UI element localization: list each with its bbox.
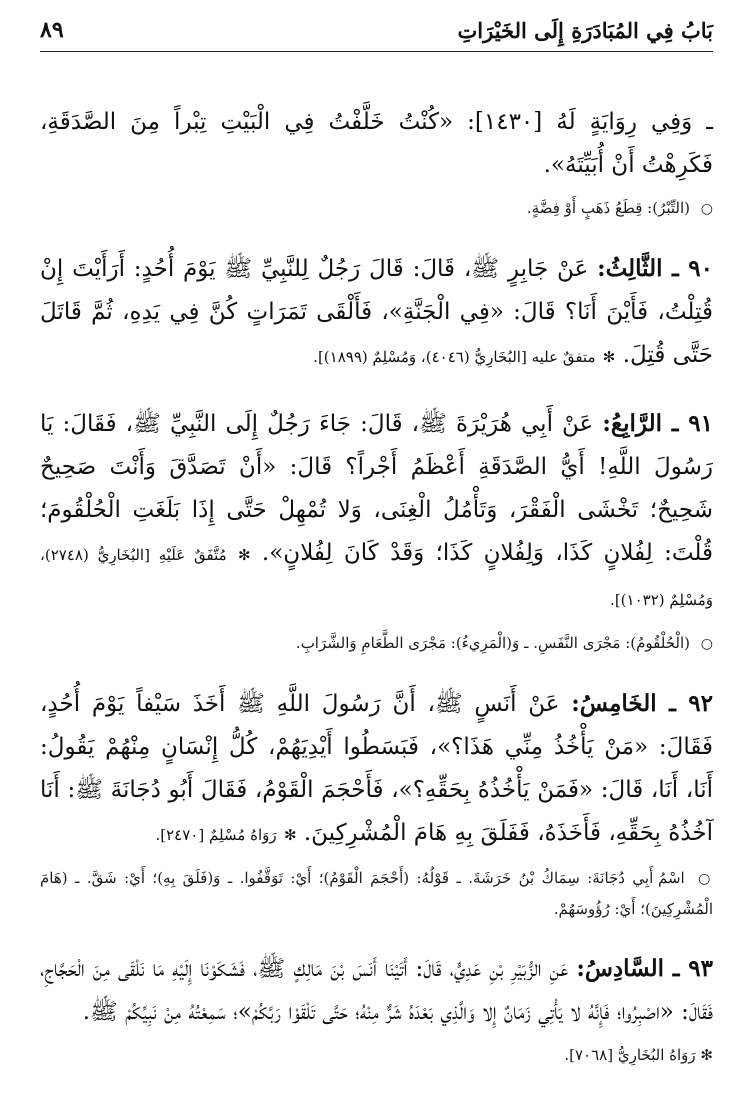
page-number: ٨٩	[40, 17, 64, 43]
circle-bullet-icon: ○	[700, 201, 713, 217]
hadith-text: عَنْ جَابِرٍ ﷺ، قَالَ: قَالَ رَجُلٌ لِلنَّبِيِّ ﷺ يَوْمَ أُحُدٍ: أَرَأَيْتَ إِنْ قُتِلْتُ، فَأَيْنَ أَنَا؟ قَالَ: «فِي الْجَنَّةِ»، فَأَلْقَى تَمَرَاتٍ كُنَّ فِي يَدِهِ، ثُمَّ قَاتَلَ حَتَّى قُتِلَ.	[40, 256, 713, 368]
vocabulary-note	[40, 863, 713, 924]
hadith-90	[40, 247, 713, 379]
star-marker-icon: ✻	[238, 546, 251, 564]
hadith-heading: ٩١ ـ الرَّابِعُ:	[602, 410, 714, 437]
hadith-heading: ٩٠ ـ الثَّالِثُ:	[597, 255, 713, 282]
hadith-text: عَنْ أَنَسٍ ﷺ، أَنَّ رَسُولَ اللَّهِ ﷺ أَخَذَ سَيْفاً يَوْمَ أُحُدٍ، فَقَالَ: «مَنْ يَأْخُذُ مِنِّي هَذَا؟»، فَبَسَطُوا أَيْدِيَهُمْ، كُلُّ إِنْسَانٍ مِنْهُمْ يَقُولُ: أَنَا، أَنَا، قَالَ: «فَمَنْ يَأْخُذُهُ بِحَقِّهِ؟»، فَأَحْجَمَ الْقَوْمُ، فَقَالَ أَبُو دُجَانَةَ ﷺ: أَنَا آخُذُهُ بِحَقِّهِ، فَأَخَذَهُ، فَفَلَقَ بِهِ هَامَ الْمُشْرِكِينَ.	[40, 691, 713, 846]
hadith-text: عَنْ أَبِي هُرَيْرَةَ ﷺ، قَالَ: جَاءَ رَجُلٌ إِلَى النَّبِيِّ ﷺ، فَقَالَ: يَا رَسُولَ اللَّهِ! أَيُّ الصَّدَقَةِ أَعْظَمُ أَجْراً؟ قَالَ: «أَنْ تَصَدَّقَ وَأَنْتَ صَحِيحٌ شَحِيحٌ؛ تَخْشَى الْفَقْرَ، وَتَأْمُلُ الْغِنَى، وَلا تُمْهِلْ حَتَّى إِذَا بَلَغَتِ الْحُلْقُومَ؛ قُلْتَ: لِفُلانٍ كَذَا، وَلِفُلانٍ كَذَا؛ وَقَدْ كَانَ لِفُلانٍ».	[40, 411, 714, 566]
running-header	[40, 0, 713, 52]
hadith-heading: ٩٣ ـ السَّادِسُ:	[576, 955, 713, 982]
hadith-92	[40, 682, 713, 857]
hadith-citation: متفقٌ عليه [البُخَارِيُّ (٤٠٤٦)، وَمُسْلِمٌ (١٨٩٩)].	[313, 348, 596, 366]
hadith-91	[40, 402, 713, 622]
hadith-93	[40, 947, 713, 1034]
note-text: اسْمُ أَبِي دُجَانَةَ: سِمَاكُ بْنُ خَرَشَةَ. ـ قَوْلُهُ: (أَحْجَمَ الْقَوْمُ)؛ أَيْ: تَوَقَّفُوا. ـ وَ(فَلَقَ بِهِ)؛ أَيْ: شَقَّ. ـ (هَامَ الْمُشْرِكِينَ)؛ أَيْ: رُؤُوسَهُمْ.	[40, 869, 713, 918]
chapter-title: بَابُ فِي المُبَادَرَةِ إِلَى الخَيْرَاتِ	[457, 18, 713, 43]
hadith-citation: مُتَّفَقٌ عَلَيْهِ [البُخَارِيُّ (٢٧٤٨)، وَمُسْلِمٌ (١٠٣٢)].	[40, 546, 713, 609]
hadith-93-citation	[40, 1040, 713, 1070]
note-text: (الْحُلْقُومُ): مَجْرَى النَّفَسِ. ـ وَ(الْمَرِيءُ): مَجْرَى الطَّعَامِ وَالشَّرَابِ.	[295, 634, 690, 652]
circle-bullet-icon: ○	[700, 636, 713, 652]
hadith-citation: رَوَاهُ مُسْلِمٌ [٢٤٧٠].	[155, 826, 277, 844]
star-marker-icon: ✻	[283, 826, 297, 844]
note-text: (التِّبْرُ): قِطَعُ ذَهَبٍ أَوْ فِضَّةٍ.	[526, 199, 690, 217]
vocabulary-note	[40, 628, 713, 659]
hadith-citation: رَوَاهُ البُخَارِيُّ [٧٠٦٨].	[564, 1046, 696, 1064]
hadith-variant	[40, 101, 713, 187]
hadith-heading: ٩٢ ـ الخَامِسُ:	[571, 690, 714, 717]
page-content	[40, 78, 713, 1080]
vocabulary-note	[40, 193, 713, 224]
circle-bullet-icon: ○	[698, 871, 713, 887]
star-marker-icon: ✻	[602, 348, 616, 366]
paragraph-text: ـ وَفِي رِوَايَةٍ لَهُ [١٤٣٠]: «كُنْتُ خَلَّفْتُ فِي الْبَيْتِ تِبْراً مِنَ الصَّدَقَةِ، فَكَرِهْتُ أَنْ أُبَيِّتَهُ».	[40, 109, 713, 178]
hadith-text: عَنِ الزُّبَيْرِ بْنِ عَدِيٍّ، قَالَ: أَتَيْنَا أَنَسَ بْنَ مَالِكٍ ﷺ، فَشَكَوْنَا إِلَيْهِ مَا نَلْقَى مِنَ الْحَجَّاجِ، فَقَالَ: «اصْبِرُوا؛ فَإِنَّهُ لا يَأْتِي زَمَانٌ إِلا وَالَّذِي بَعْدَهُ شَرٌّ مِنْهُ؛ حَتَّى تَلْقَوْا رَبَّكُمْ»؛ سَمِعْتُهُ مِنْ نَبِيِّكُمْ ﷺ.	[40, 956, 713, 1025]
star-marker-icon: ✻	[700, 1046, 713, 1064]
